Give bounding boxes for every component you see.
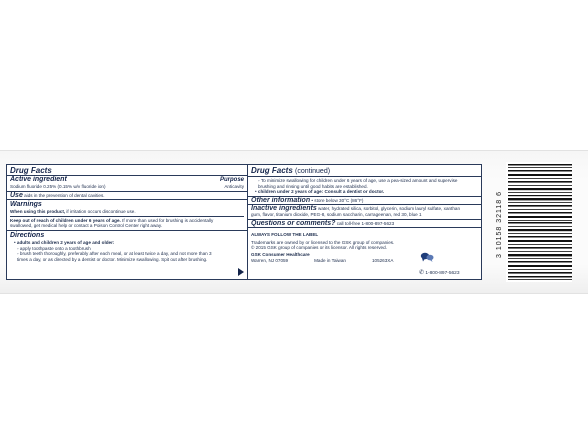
address-row [248, 258, 481, 264]
directions-header: Directions [10, 231, 45, 239]
drug-facts-left-column [7, 165, 248, 279]
drug-facts-title-right: Drug Facts [251, 166, 293, 175]
drug-facts-title: Drug Facts [10, 166, 52, 175]
drug-facts-panel [6, 164, 482, 280]
copyright-text: © 2015 GSK group of companies or its licensor. All rights reserved. [251, 245, 387, 251]
use-text: aids in the prevention of dental cavities. [24, 192, 105, 198]
questions-row [248, 220, 481, 227]
inactive-label: Inactive ingredients [251, 205, 317, 213]
speech-bubbles-icon [420, 252, 434, 262]
when-using-row [7, 209, 247, 215]
when-using-bold: When using this product, [10, 209, 66, 215]
active-ingredient-value: Sodium fluoride 0.25% (0.15% w/v fluoride ion) [10, 184, 106, 189]
continued-item-3: • children under 2 years of age: Consult a dentist or doctor. [255, 189, 385, 195]
company-name: GSK Consumer Healthcare [251, 251, 310, 257]
when-using-text: if irritation occurs discontinue use. [66, 209, 136, 215]
directions-item-3: ◦ brush teeth thoroughly, preferably after each meal, or at least twice a day, and not more than 3 [17, 251, 212, 257]
phone-number: 1-800-897-5623 [425, 271, 460, 276]
trademarks-text: Trademarks are owned by or licensed to the GSK group of companies. [251, 239, 395, 245]
purpose-value: Anticavity [224, 184, 244, 189]
barcode-number: 3 10158 32118 6 [496, 190, 503, 258]
made-in-text: Made in Taiwan [314, 257, 346, 263]
use-label: Use [10, 191, 23, 199]
continued-item-2: brushing and rinsing until good habits are established. [258, 183, 368, 189]
questions-label: Questions or comments? [251, 219, 336, 227]
other-info-row [248, 197, 481, 204]
directions-item-4: times a day, or as directed by a dentist or doctor. Minimize swallowing. Spit out after brushing. [17, 256, 208, 262]
use-row [7, 192, 247, 199]
active-ingredient-label: Active ingredient [10, 176, 67, 183]
continued-item-1: ◦ To minimize swallowing for children under 6 years of age, use a pea-sized amount and supervise [258, 178, 458, 183]
purpose-label: Purpose [219, 177, 244, 183]
active-ingredient-row [7, 184, 247, 190]
active-ingredient-header [7, 176, 247, 184]
barcode-bars [506, 162, 572, 282]
inactive-row-2: gum, flavor, titanium dioxide, PEG-8, sodium saccharin, carrageenan, red 30, blue 1 [251, 211, 422, 217]
other-info-label: Other information [251, 196, 311, 204]
company-address: Warren, NJ 07059 [251, 257, 289, 263]
phone-icon: ✆ [419, 270, 425, 276]
keep-out-row-2: swallowed, get medical help or contact a Poison Control Center right away. [10, 223, 163, 229]
drug-facts-right-column [248, 165, 481, 279]
keep-out-text: If more than used for brushing is accidentally [122, 217, 214, 223]
barcode [506, 162, 572, 282]
product-code: 105263XA [371, 257, 394, 263]
phone-row [419, 269, 460, 276]
keep-out-bold: Keep out of reach of children under 6 years of age. [10, 217, 121, 223]
continued-label: (continued) [295, 168, 331, 175]
arrow-right-icon [237, 268, 245, 276]
directions-item-1: • adults and children 2 years of age and older: [14, 239, 115, 245]
inactive-text: water, hydrated silica, sorbitol, glycerin, sodium lauryl sulfate, xanthan [318, 206, 460, 212]
inactive-row [248, 205, 481, 212]
always-follow-label: ALWAYS FOLLOW THE LABEL [251, 232, 319, 238]
other-info-text: • store below 30°C (86°F) [311, 197, 364, 203]
questions-text: call toll-free 1-800-897-5623 [336, 220, 395, 226]
directions-item-2: ◦ apply toothpaste onto a toothbrush [17, 245, 91, 251]
drug-facts-continued-title [248, 165, 481, 176]
warnings-header: Warnings [10, 201, 42, 209]
